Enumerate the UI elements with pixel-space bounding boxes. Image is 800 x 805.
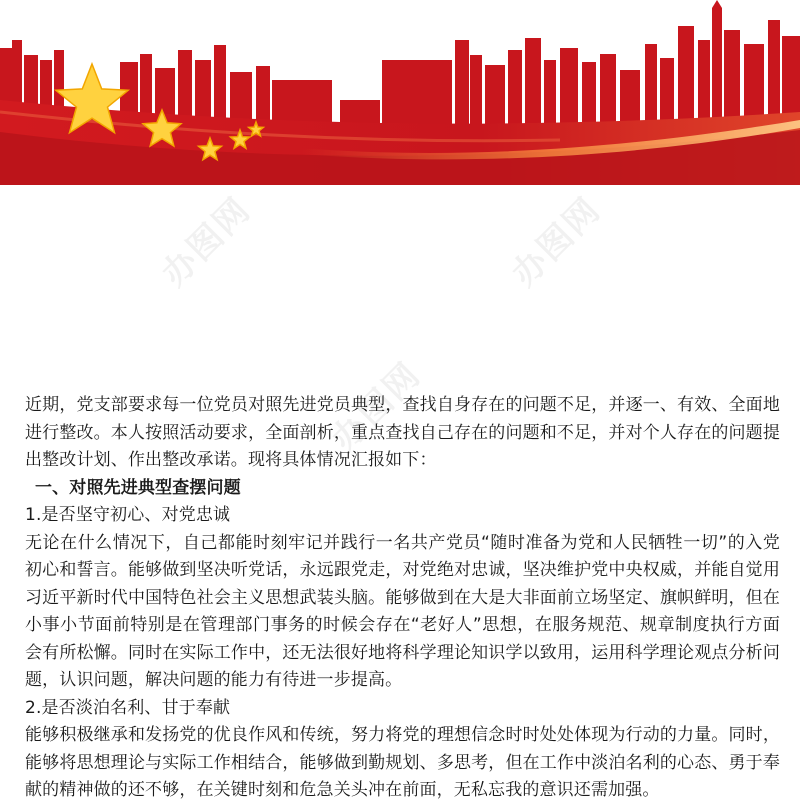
watermark: 办图网 — [504, 189, 609, 295]
intro-paragraph: 近期，党支部要求每一位党员对照先进党员典型，查找自身存在的问题不足，并逐一、有效、全面地进行整改。本人按照活动要求，全面剖析，重点查找自己存在的问题和不足，并对个人存在的问题提出整改计划、作出整改承诺。现将具体情况汇报如下： — [25, 395, 780, 470]
item-title: 2.是否淡泊名利、甘于奉献 — [25, 697, 231, 718]
watermark: 办图网 — [324, 354, 429, 460]
banner-graphic — [0, 0, 800, 185]
document-body — [25, 392, 780, 805]
header-banner — [0, 0, 800, 185]
section-heading: 一、对照先进典型查摆问题 — [35, 477, 241, 498]
watermark: 办图网 — [154, 189, 259, 295]
city-skyline — [0, 0, 800, 128]
item-paragraph: 无论在什么情况下，自己都能时刻牢记并践行一名共产党员“随时准备为党和人民牺牲一切”的入党初心和誓言。能够做到坚决听党话，永远跟党走，对党绝对忠诚，坚决维护党中央权威，并能自觉用习近平新时代中国特色社会主义思想武装头脑。能够做到在大是大非面前立场坚定、旗帜鲜明，但在小事小节面前特别是在管理部门事务的时候会存在“老好人”思想，在服务规范、规章制度执行方面会有所松懈。同时在实际工作中，还无法很好地将科学理论知识学以致用，运用科学理论观点分析问题，认识问题，解决问题的能力有待进一步提高。 — [25, 532, 780, 690]
item-title: 1.是否坚守初心、对党忠诚 — [25, 505, 231, 525]
item-paragraph: 能够积极继承和发扬党的优良作风和传统，努力将党的理想信念时时处处体现为行动的力量。同时，能够将思想理论与实际工作相结合，能够做到勤规划、多思考，但在工作中淡泊名利的心态、勇于奉献的精神做的还不够，在关键时刻和危急关头冲在前面，无私忘我的意识还需加强。 — [25, 725, 780, 800]
